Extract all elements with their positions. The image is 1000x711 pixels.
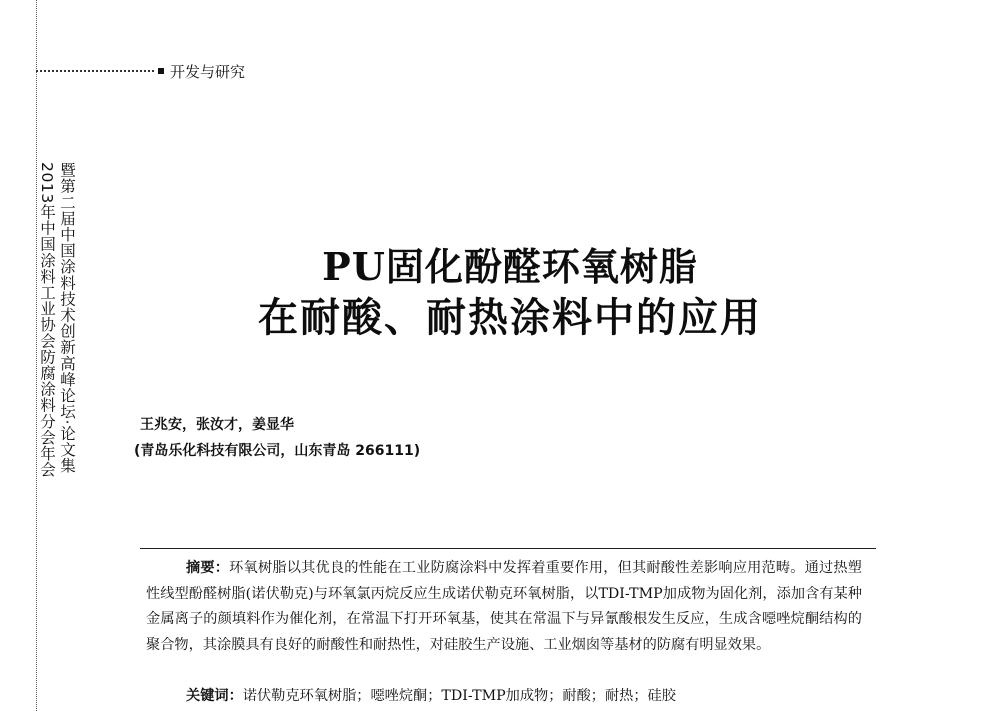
abstract-text: 环氧树脂以其优良的性能在工业防腐涂料中发挥着重要作用，但其耐酸性差影响应用范畴。通过热塑性线型酚醛树脂(诺伏勒克)与环氧氯丙烷反应生成诺伏勒克环氧树脂，以TDI-TMP加成物为固化剂，添加含有某种金属离子的颜填料作为催化剂，在常温下打开环氧基，使其在常温下与异氰酸根发生反应，生成含噁唑烷酮结构的聚合物，其涂膜具有良好的耐酸性和耐热性，对硅胶生产设施、工业烟囱等基材的防腐有明显效果。 (146, 560, 862, 653)
affiliation: (青岛乐化科技有限公司，山东青岛 266111) (134, 443, 421, 459)
section-header (36, 60, 245, 82)
article-title-line1: PU固化酚醛环氧树脂 (322, 244, 698, 289)
abstract-label: 摘要： (186, 560, 230, 576)
dotted-leader (36, 70, 154, 72)
keywords-text: 诺伏勒克环氧树脂；噁唑烷酮；TDI-TMP加成物；耐酸；耐热；硅胶 (242, 688, 676, 704)
authors: 王兆安，张汝才，姜显华 (140, 417, 294, 433)
abstract (146, 556, 862, 658)
section-label: 开发与研究 (170, 62, 246, 81)
article-title-line2: 在耐酸、耐热涂料中的应用 (258, 294, 762, 341)
keywords (186, 684, 876, 708)
square-bullet-icon (158, 68, 164, 74)
abstract-rule (140, 548, 876, 549)
keywords-label: 关键词： (186, 688, 243, 704)
margin-dotted-line (36, 0, 37, 711)
conference-sidebar-line2: 2013年中国涂料工业协会防腐涂料分会年会 (38, 162, 56, 478)
conference-sidebar-line1: 暨第二届中国涂料技术创新高峰论坛·论文集 (58, 162, 76, 474)
